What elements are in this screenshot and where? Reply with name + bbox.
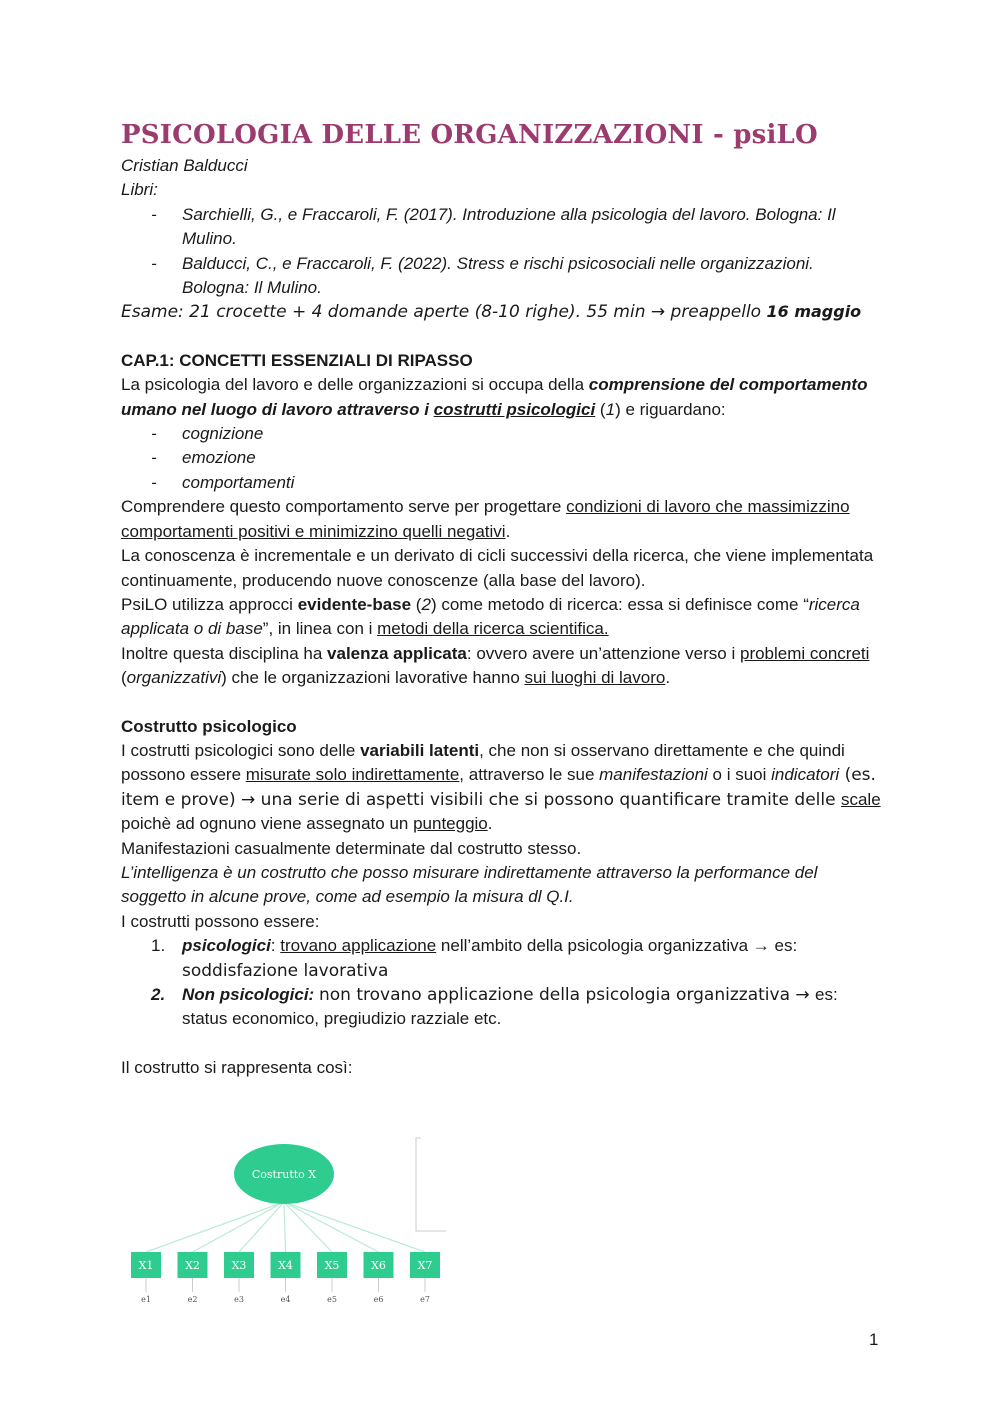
error-label: e6 [373,1295,384,1304]
book-item: - Sarchielli, G., e Fraccaroli, F. (2017). Introduzione alla psicologia del lavoro. Bologna: Il Mulino. [121,203,881,252]
book-item: - Balducci, C., e Fraccaroli, F. (2022). Stress e rischi psicosociali nelle organizzazioni. Bologna: Il Mulino. [121,252,881,301]
indicator-label: X5 [324,1259,340,1272]
chapter-heading: CAP.1: CONCETTI ESSENZIALI DI RIPASSO [121,350,473,370]
loading-arrow [284,1202,286,1252]
error-label: e7 [420,1295,430,1304]
construct-types-list [121,934,881,1032]
topics-list [121,422,881,495]
indicator-label: X2 [185,1259,200,1272]
construct-node-label: Costrutto X [251,1168,317,1181]
example-paragraph: L’intelligenza è un costrutto che posso misurare indirettamente attraverso la performance del soggetto in alcune prove, come ad esempio la misura dl Q.I. [121,862,818,907]
books-label: Libri: [121,180,158,200]
list-item: 1. psicologici: trovano applicazione nell’ambito della psicologia organizzativa → es: soddisfazione lavorativa [151,936,798,981]
paragraph: I costrutti psicologici sono delle variabili latenti, che non si osservano direttamente e che quindi possono essere misurate solo indirettamente, attraverso le sue manifestazioni o i suoi indicatori (es. item e prove) → una serie di aspetti visibili che si possono quantificare tramite delle scale poichè ad ognuno viene assegnato un punteggio. [121,740,881,834]
list-item: - cognizione [121,422,881,446]
paragraph: PsiLO utilizza approcci evidente-base (2) come metodo di ricerca: essa si definisce come “ricerca applicata o di base”, in linea con i metodi della ricerca scientifica. [121,594,860,639]
exam-date: 16 maggio [766,302,862,322]
indicator-label: X6 [371,1259,386,1272]
construct-diagram [121,1136,451,1316]
indicator-label: X7 [417,1259,433,1272]
loading-arrow [284,1202,332,1252]
loading-arrow [146,1202,284,1252]
document-page [121,118,881,1080]
exam-info [121,300,881,324]
section-heading: Costrutto psicologico [121,716,297,736]
loading-arrow [239,1202,284,1252]
author: Cristian Balducci [121,156,248,175]
error-label: e4 [280,1295,291,1304]
exam-text: Esame: 21 crocette + 4 domande aperte (8-10 righe). 55 min → preappello [121,302,767,323]
error-label: e1 [141,1295,151,1304]
error-label: e2 [187,1295,198,1304]
paragraph: Il costrutto si rappresenta così: [121,1057,353,1077]
paragraph: Comprendere questo comportamento serve per progettare condizioni di lavoro che massimizzino comportamenti positivi e minimizzino quelli negativi. [121,497,850,541]
list-item: 2. Non psicologici: non trovano applicazione della psicologia organizzativa → es: status economico, pregiudizio razziale etc. [151,985,838,1029]
paragraph: La psicologia del lavoro e delle organizzazioni si occupa della comprensione del comportamento umano nel luogo di lavoro attraverso i costrutti psicologici (1) e riguardano: [121,375,868,419]
loading-arrow [284,1202,379,1252]
paragraph: I costrutti possono essere: [121,911,320,931]
page-number: 1 [869,1330,879,1349]
books-list [121,203,881,301]
indicator-label: X4 [278,1259,293,1272]
loading-arrow [284,1202,425,1252]
error-label: e5 [327,1295,337,1304]
document-title: PSICOLOGIA DELLE ORGANIZZAZIONI - psiLO [121,120,818,150]
indicator-label: X1 [138,1259,154,1272]
loading-arrow [193,1202,285,1252]
list-item: - comportamenti [121,471,881,495]
indicator-label: X3 [231,1259,247,1272]
list-item: - emozione [121,446,881,470]
paragraph: La conoscenza è incrementale e un derivato di cicli successivi della ricerca, che viene implementata continuamente, producendo nuove conoscenze (alla base del lavoro). [121,546,874,590]
paragraph: Manifestazioni casualmente determinate dal costrutto stesso. [121,838,582,858]
error-label: e3 [234,1295,244,1304]
paragraph: Inoltre questa disciplina ha valenza applicata: ovvero avere un’attenzione verso i problemi concreti (organizzativi) che le organizzazioni lavorative hanno sui luoghi di lavoro. [121,643,870,688]
